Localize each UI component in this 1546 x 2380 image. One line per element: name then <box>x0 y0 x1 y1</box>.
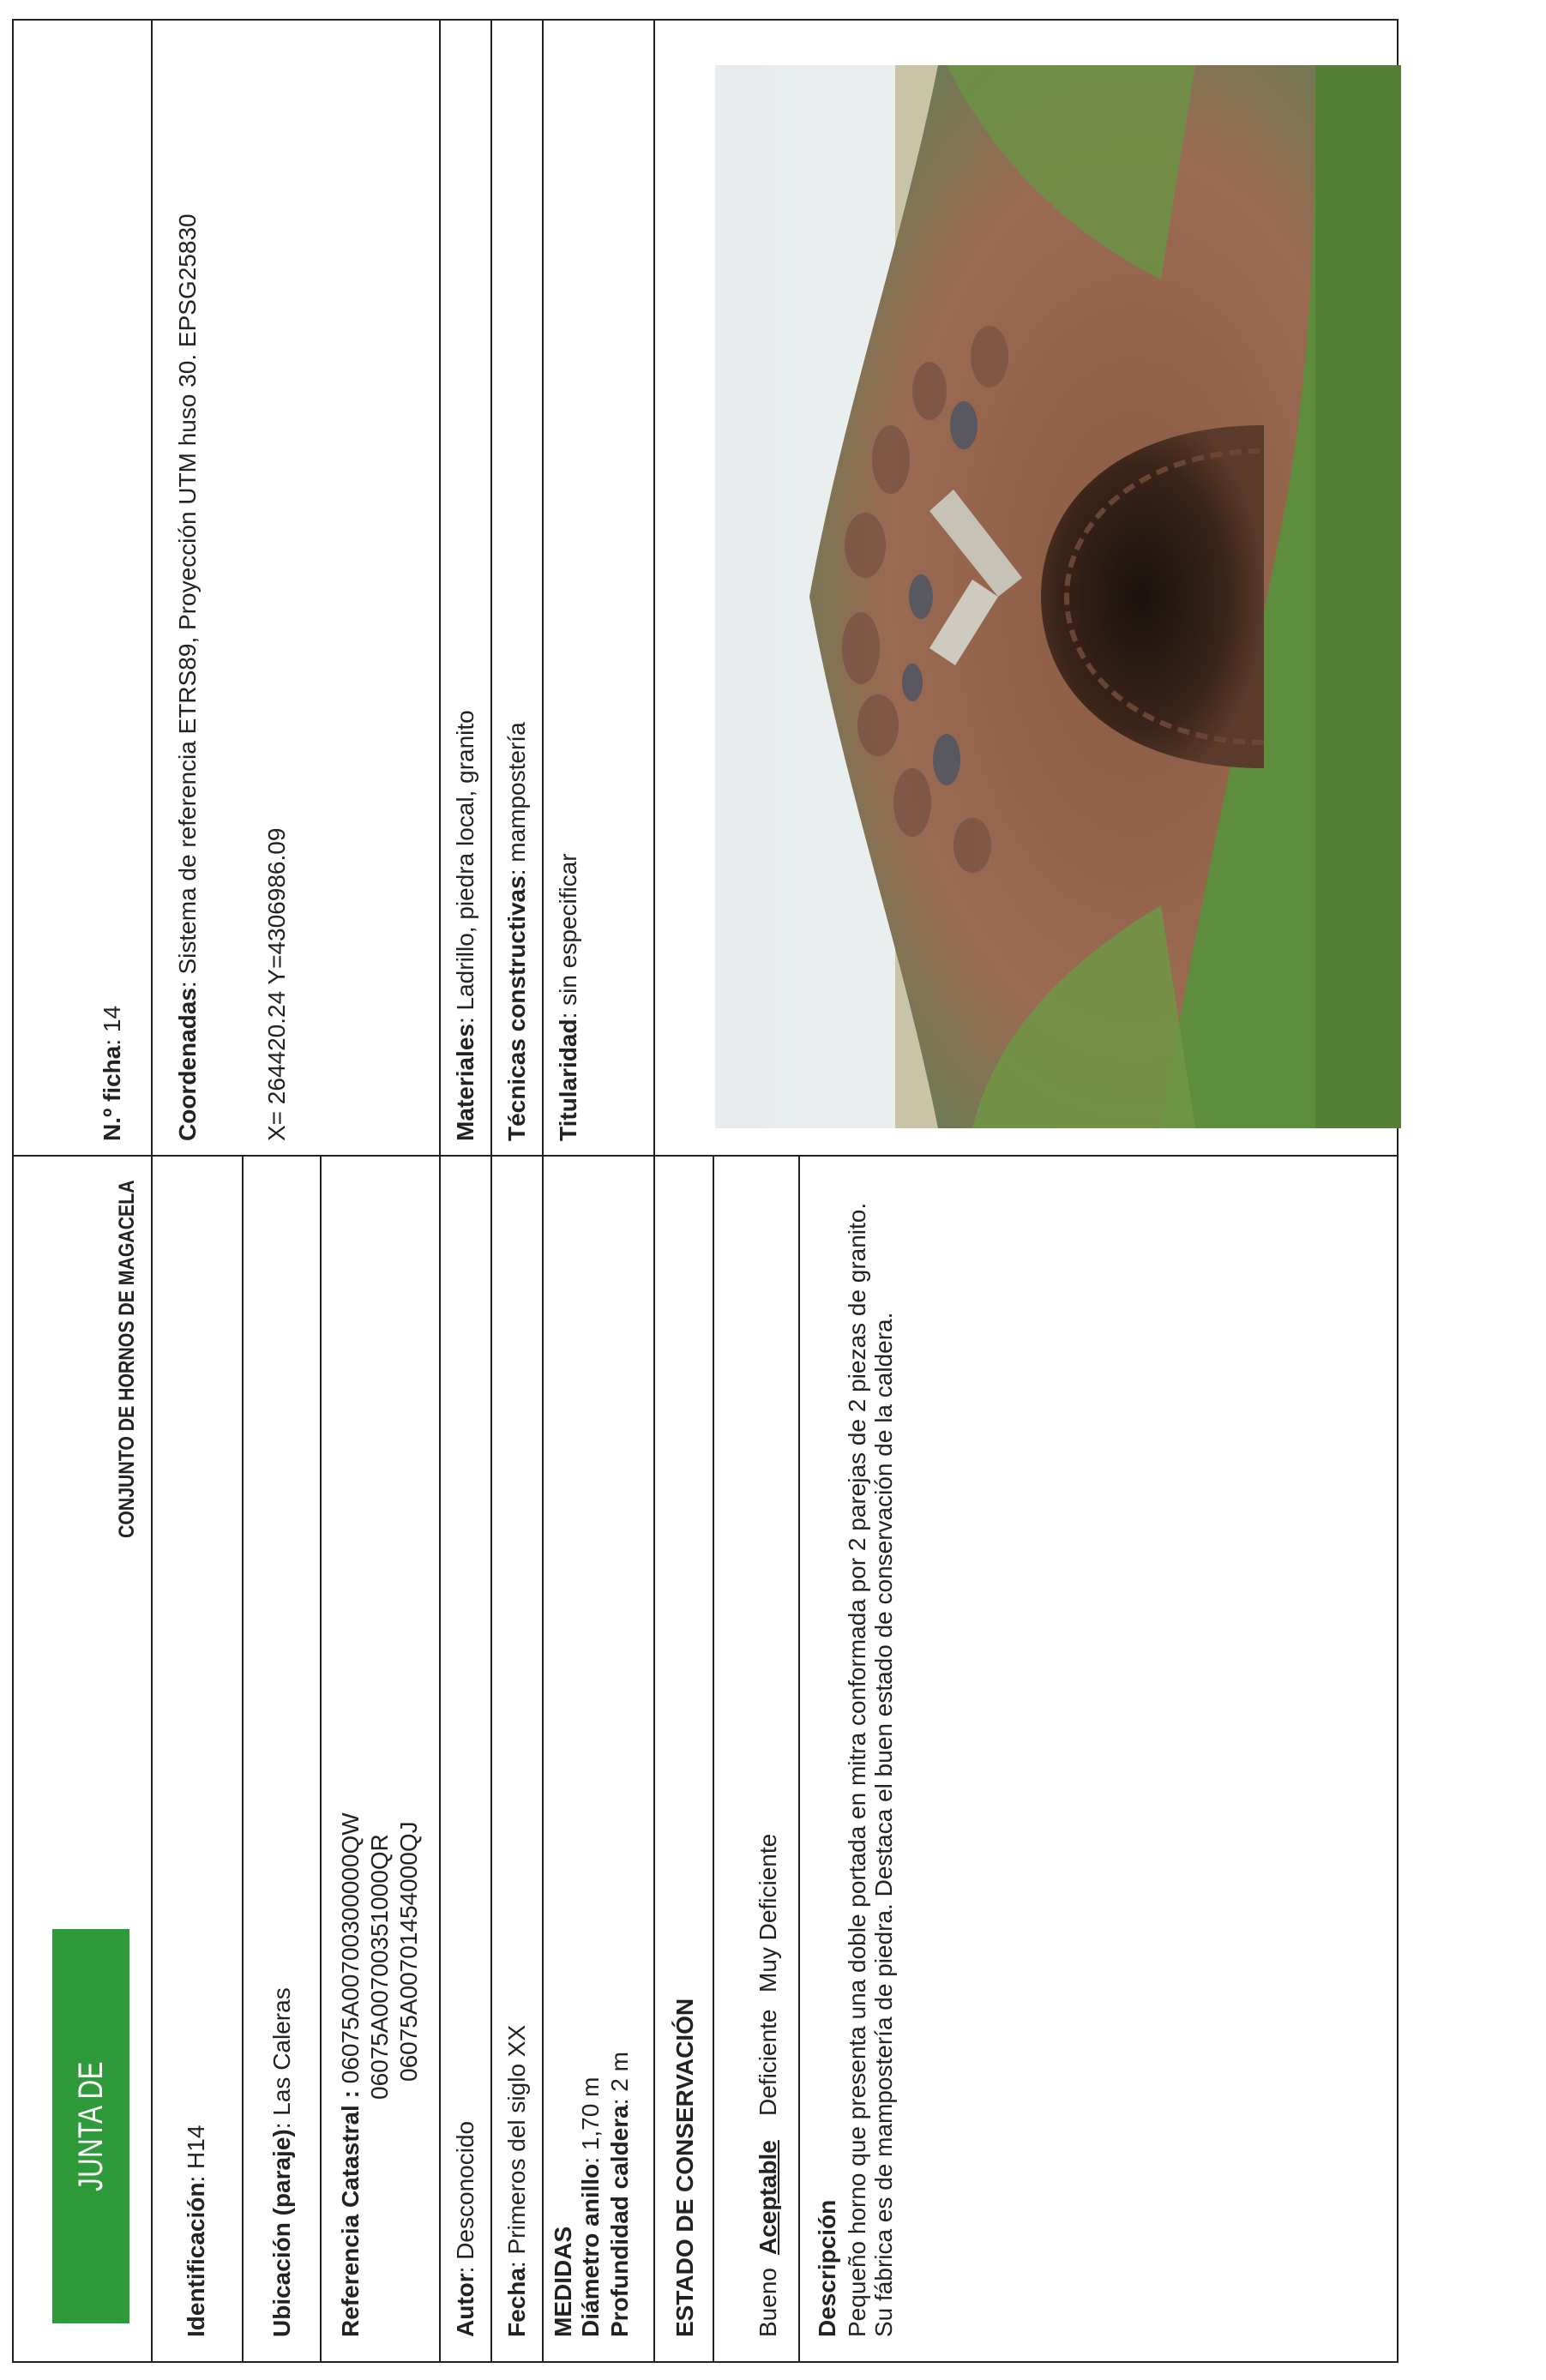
referencia-catastral-value: 06075A00701454000QJ <box>395 1821 422 2082</box>
row-divider <box>242 1157 244 2361</box>
row-divider <box>490 19 492 2361</box>
row-divider <box>653 19 655 2361</box>
row-divider <box>798 1157 800 2361</box>
autor-field: Autor: Desconocido <box>452 2120 478 2337</box>
descripcion-text: Pequeño horno que presenta una doble portada en mitra conformada por 2 parejas de 2 piezas de granito. Su fábrica es de mampostería de piedra. Destaca el buen estado de conservación de la caldera. <box>844 1202 897 2337</box>
row-divider <box>439 19 441 2361</box>
sheet-frame <box>12 19 1399 2363</box>
column-divider <box>14 1155 1399 1157</box>
medidas-heading: MEDIDAS <box>550 2226 576 2337</box>
row-divider <box>542 19 544 2361</box>
materiales-field: Materiales: Ladrillo, piedra local, granito <box>452 710 478 1141</box>
descripcion-heading: Descripción <box>814 2199 840 2337</box>
coordenadas-field: Coordenadas: Sistema de referencia ETRS89, Proyección UTM huso 30. EPSG25830 <box>174 213 201 1141</box>
identificacion-field: Identificación: H14 <box>183 2125 209 2337</box>
ubicacion-field: Ubicación (paraje): Las Caleras <box>268 1987 295 2337</box>
referencia-catastral-field: Referencia Catastral : 06075A00700300000QW <box>337 1812 364 2337</box>
diametro-field: Diámetro anillo: 1,70 m <box>577 2076 604 2337</box>
estado-heading: ESTADO DE CONSERVACIÓN <box>671 1998 698 2337</box>
ficha-number: N.º ficha: 14 <box>99 1005 125 1141</box>
row-divider <box>151 19 153 2361</box>
junta-logo: JUNTA DE EXTREMADURA <box>52 1929 129 2323</box>
tecnicas-field: Técnicas constructivas: mampostería <box>503 722 530 1141</box>
referencia-catastral-value: 06075A00700351000QR <box>366 1834 393 2100</box>
estado-option-bueno: Bueno <box>755 2268 781 2337</box>
titularidad-field: Titularidad: sin especificar <box>555 853 581 1141</box>
profundidad-field: Profundidad caldera: 2 m <box>606 2052 633 2337</box>
kiln-photo <box>715 65 1401 1128</box>
coordenadas-xy: X= 264420.24 Y=4306986.09 <box>263 827 290 1141</box>
fecha-field: Fecha: Primeros del siglo XX <box>503 2024 530 2337</box>
estado-option-aceptable: Aceptable <box>755 2140 781 2255</box>
estado-option-deficiente: Deficiente <box>755 2009 781 2116</box>
document-title: CONJUNTO DE HORNOS DE MAGACELA <box>115 1180 139 1538</box>
row-divider <box>713 1157 714 2361</box>
row-divider <box>320 1157 322 2361</box>
estado-option-muy-deficiente: Muy Deficiente <box>755 1833 781 1992</box>
